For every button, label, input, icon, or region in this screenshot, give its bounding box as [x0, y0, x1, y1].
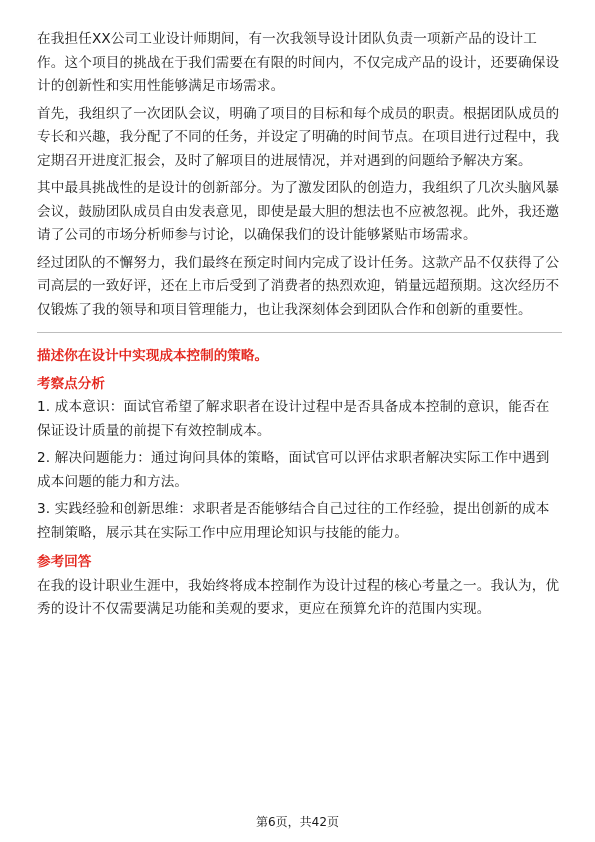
question-title: 描述你在设计中实现成本控制的策略。	[37, 348, 269, 364]
section-divider	[37, 332, 562, 333]
story-paragraph-4: 经过团队的不懈努力，我们最终在预定时间内完成了设计任务。这款产品不仅获得了公司高层的一致好评，还在上市后受到了消费者的热烈欢迎，销量远超预期。这次经历不仅锻炼了我的领导和项目管理能力，也让我深刻体会到团队合作和创新的重要性。	[37, 254, 560, 318]
story-paragraph-2: 首先，我组织了一次团队会议，明确了项目的目标和每个成员的职责。根据团队成员的专长和兴趣，我分配了不同的任务，并设定了明确的时间节点。在项目进行过程中，我定期召开进度汇报会，及时了解项目的进展情况，并对遇到的问题给予解决方案。	[37, 105, 560, 169]
analysis-item-1: 1. 成本意识：面试官希望了解求职者在设计过程中是否具备成本控制的意识，能否在保证设计质量的前提下有效控制成本。	[37, 399, 550, 439]
analysis-heading: 考察点分析	[37, 375, 105, 392]
story-paragraph-3: 其中最具挑战性的是设计的创新部分。为了激发团队的创造力，我组织了几次头脑风暴会议，鼓励团队成员自由发表意见，即使是最大胆的想法也不应被忽视。此外，我还邀请了公司的市场分析师参与讨论，以确保我们的设计能够紧贴市场需求。	[37, 180, 560, 243]
reference-answer: 在我的设计职业生涯中，我始终将成本控制作为设计过程的核心考量之一。我认为，优秀的设计不仅需要满足功能和美观的要求，更应在预算允许的范围内实现。	[37, 577, 560, 617]
analysis-item-2: 2. 解决问题能力：通过询问具体的策略，面试官可以评估求职者解决实际工作中遇到成本问题的能力和方法。	[37, 450, 550, 490]
document-page	[37, 28, 562, 626]
analysis-item-3: 3. 实践经验和创新思维：求职者是否能够结合自己过往的工作经验，提出创新的成本控制策略，展示其在实际工作中应用理论知识与技能的能力。	[37, 501, 550, 541]
page-number: 第6页，共42页	[256, 815, 339, 829]
reference-heading: 参考回答	[37, 554, 92, 570]
story-paragraph-1: 在我担任XX公司工业设计师期间，有一次我领导设计团队负责一项新产品的设计工作。这个项目的挑战在于我们需要在有限的时间内，不仅完成产品的设计，还要确保设计的创新性和实用性能够满足市场需求。	[37, 31, 560, 94]
